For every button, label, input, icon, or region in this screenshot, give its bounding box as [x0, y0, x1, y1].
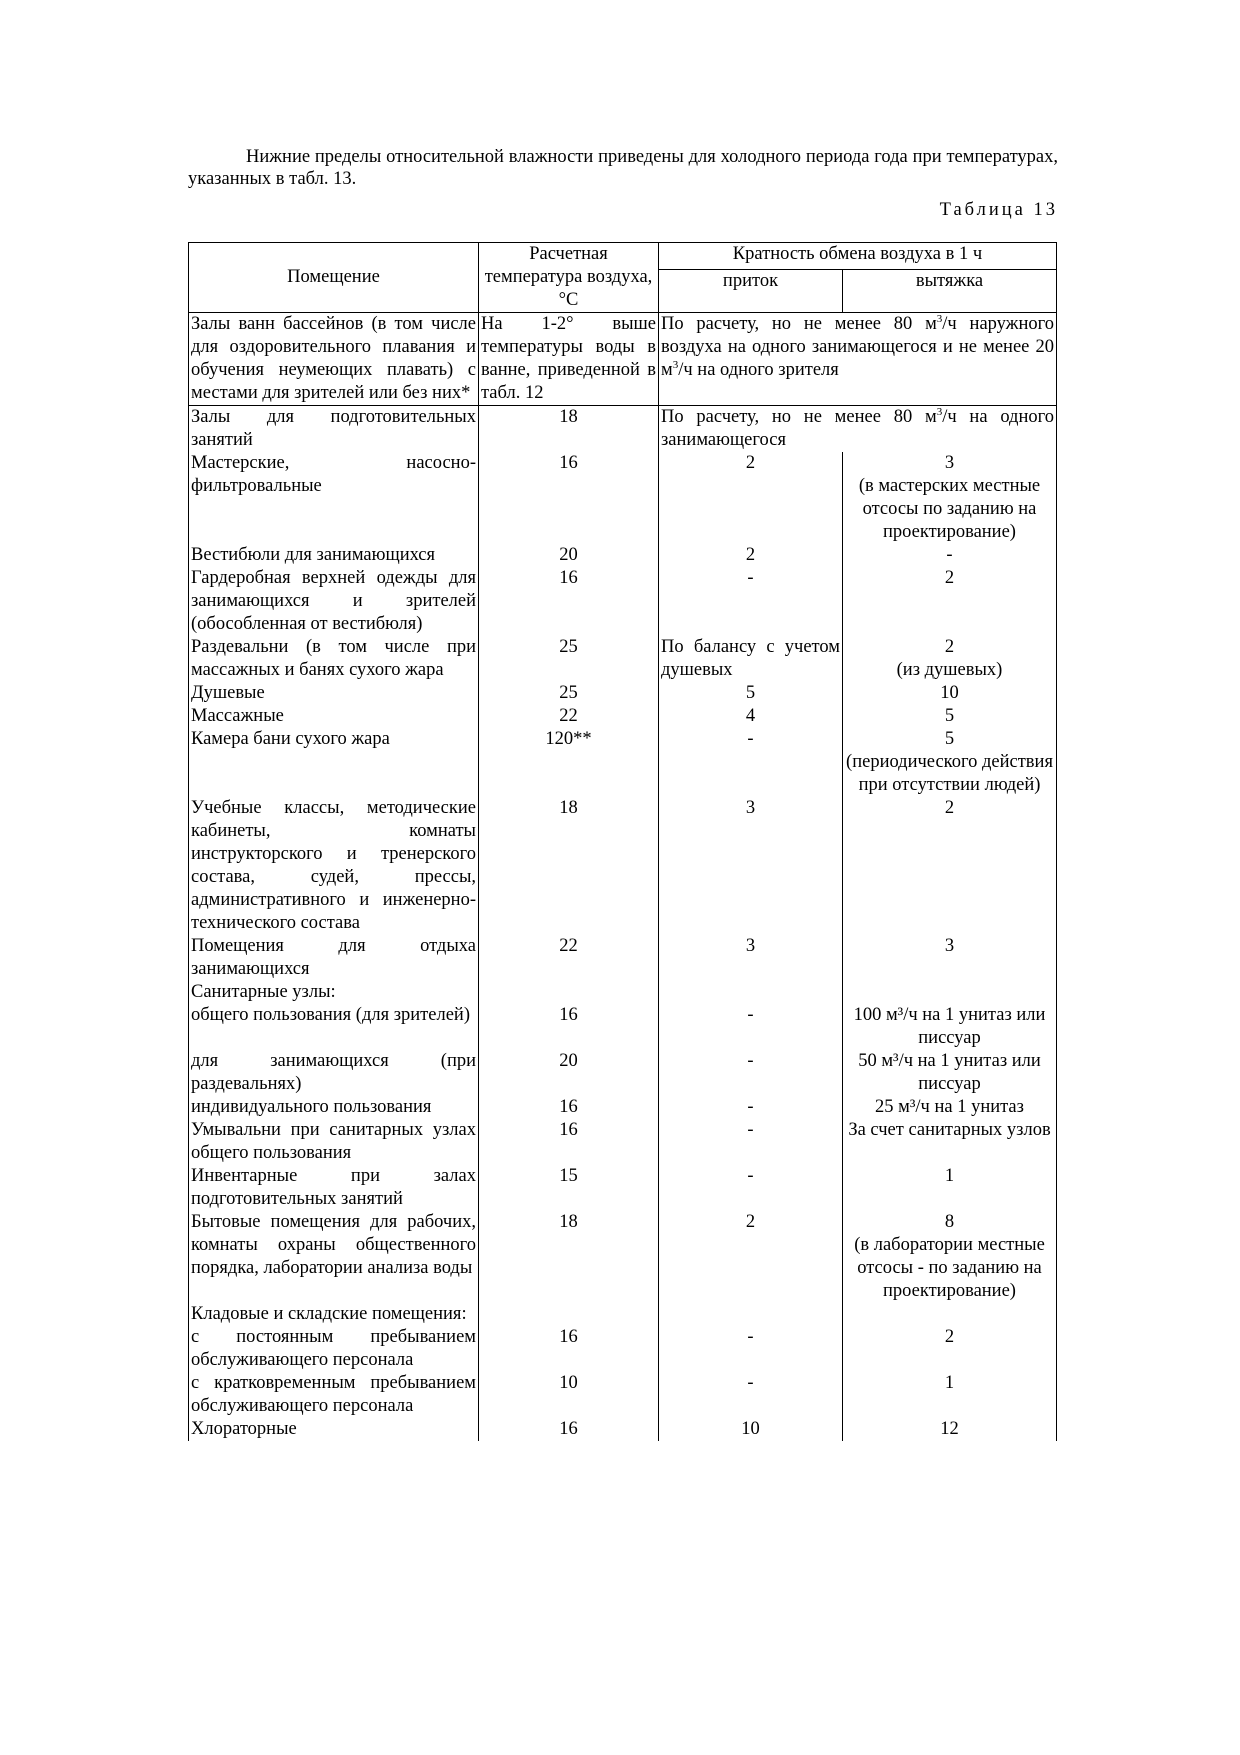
header-room: Помещение: [189, 243, 479, 313]
cell-room: Кладовые и складские помещения:: [189, 1303, 479, 1326]
cell-room: Мастерские, насосно-фильтровальные: [189, 452, 479, 544]
cell-exhaust: 2 (из душевых): [843, 636, 1057, 682]
header-inflow: приток: [659, 270, 843, 313]
table-row: [189, 1165, 1057, 1211]
cell-temp: 18: [479, 797, 659, 935]
cell-inflow: 4: [659, 705, 843, 728]
cell-inflow: -: [659, 1326, 843, 1372]
cell-exhaust: 5 (периодического действия при отсутствии людей): [843, 728, 1057, 797]
cell-room: Умывальни при санитарных узлах общего пользования: [189, 1119, 479, 1165]
cell-room: индивидуального пользования: [189, 1096, 479, 1119]
cell-room: Помещения для отдыха занимающихся: [189, 935, 479, 981]
cell-exhaust: 3 (в мастерских местные отсосы по заданию на проектирование): [843, 452, 1057, 544]
table-row: [189, 1096, 1057, 1119]
header-rate: Кратность обмена воздуха в 1 ч: [659, 243, 1057, 270]
cell-inflow: 10: [659, 1418, 843, 1441]
cell-exhaust: -: [843, 544, 1057, 567]
cell-temp: На 1-2° выше температуры воды в ванне, приведенной в табл. 12: [479, 313, 659, 406]
cell-temp: 25: [479, 636, 659, 682]
table-row: [189, 1303, 1057, 1326]
cell-inflow: 2: [659, 1211, 843, 1303]
cell-inflow: -: [659, 1050, 843, 1096]
cell-inflow: -: [659, 1372, 843, 1418]
cell-temp: 22: [479, 705, 659, 728]
table-row: [189, 1004, 1057, 1050]
cell-rate: По расчету, но не менее 80 $м^3/ч$ на одного занимающегося: [659, 406, 1057, 453]
cell-room: Камера бани сухого жара: [189, 728, 479, 797]
cell-temp: 16: [479, 567, 659, 636]
cell-inflow: -: [659, 567, 843, 636]
table-row: [189, 636, 1057, 682]
table-row: [189, 1211, 1057, 1303]
cell-room: Бытовые помещения для рабочих, комнаты охраны общественного порядка, лаборатории анализа воды: [189, 1211, 479, 1303]
cell-exhaust: За счет санитарных узлов: [843, 1119, 1057, 1165]
cell-exhaust: [843, 981, 1057, 1004]
cell-inflow: -: [659, 1165, 843, 1211]
cell-room: Вестибюли для занимающихся: [189, 544, 479, 567]
cell-temp: 18: [479, 1211, 659, 1303]
cell-inflow: -: [659, 1119, 843, 1165]
cell-room: Инвентарные при залах подготовительных занятий: [189, 1165, 479, 1211]
cell-inflow: [659, 981, 843, 1004]
cell-temp: 16: [479, 1326, 659, 1372]
cell-room: Гардеробная верхней одежды для занимающихся и зрителей (обособленная от вестибюля): [189, 567, 479, 636]
cell-room: Массажные: [189, 705, 479, 728]
table-row-pool: [189, 313, 1057, 406]
table-row: [189, 935, 1057, 981]
cell-temp: 16: [479, 1418, 659, 1441]
table-row: [189, 1418, 1057, 1441]
cell-inflow: -: [659, 1096, 843, 1119]
cell-temp: 120**: [479, 728, 659, 797]
cell-room: Душевые: [189, 682, 479, 705]
cell-room: для занимающихся (при раздевальнях): [189, 1050, 479, 1096]
cell-exhaust: 10: [843, 682, 1057, 705]
cell-exhaust: 2: [843, 797, 1057, 935]
cell-temp: 22: [479, 935, 659, 981]
cell-room: общего пользования (для зрителей): [189, 1004, 479, 1050]
cell-rate: По расчету, но не менее 80 $м^3/ч$ наружного воздуха на одного занимающегося и не менее 20 $м^3/ч$ на одного зрителя: [659, 313, 1057, 406]
cell-temp: 15: [479, 1165, 659, 1211]
table-caption: Таблица 13: [939, 200, 1058, 220]
cell-temp: 16: [479, 1096, 659, 1119]
cell-inflow: 3: [659, 797, 843, 935]
cell-temp: 25: [479, 682, 659, 705]
cell-exhaust: 1: [843, 1165, 1057, 1211]
cell-inflow: 3: [659, 935, 843, 981]
cell-room: Санитарные узлы:: [189, 981, 479, 1004]
header-temp: Расчетная температура воздуха, °С: [479, 243, 659, 313]
cell-room: с кратковременным пребыванием обслуживающего персонала: [189, 1372, 479, 1418]
table-row: [189, 452, 1057, 544]
cell-room: Хлораторные: [189, 1418, 479, 1441]
table-row: [189, 728, 1057, 797]
table-row: [189, 544, 1057, 567]
cell-inflow: -: [659, 728, 843, 797]
table-row: [189, 1050, 1057, 1096]
table-row: [189, 1326, 1057, 1372]
cell-inflow: 2: [659, 452, 843, 544]
table-row: [189, 705, 1057, 728]
cell-room: Залы ванн бассейнов (в том числе для оздоровительного плавания и обучения неумеющих плавать) с местами для зрителей или без них*: [189, 313, 479, 406]
cell-temp: 16: [479, 452, 659, 544]
cell-temp: 10: [479, 1372, 659, 1418]
cell-temp: [479, 981, 659, 1004]
cell-inflow: По балансу с учетом душевых: [659, 636, 843, 682]
cell-exhaust: 1: [843, 1372, 1057, 1418]
cell-temp: 16: [479, 1119, 659, 1165]
cell-exhaust: 25 м³/ч на 1 унитаз: [843, 1096, 1057, 1119]
cell-inflow: -: [659, 1004, 843, 1050]
cell-exhaust: 2: [843, 1326, 1057, 1372]
cell-room: Учебные классы, методические кабинеты, комнаты инструкторского и тренерского состава, судей, прессы, административного и инженерно-технического состава: [189, 797, 479, 935]
cell-exhaust: 50 м³/ч на 1 унитаз или писсуар: [843, 1050, 1057, 1096]
cell-temp: [479, 1303, 659, 1326]
intro-paragraph: Нижние пределы относительной влажности приведены для холодного периода года при температурах, указанных в табл. 13.: [188, 147, 1058, 189]
ventilation-table: [188, 242, 1057, 1441]
table-row: [189, 682, 1057, 705]
table-row: [189, 981, 1057, 1004]
cell-inflow: [659, 1303, 843, 1326]
cell-exhaust: 2: [843, 567, 1057, 636]
cell-temp: 16: [479, 1004, 659, 1050]
cell-exhaust: 5: [843, 705, 1057, 728]
cell-room: Раздевальни (в том числе при массажных и банях сухого жара: [189, 636, 479, 682]
table-row-prep: [189, 406, 1057, 453]
table-row: [189, 1119, 1057, 1165]
cell-temp: 18: [479, 406, 659, 453]
table-row: [189, 797, 1057, 935]
cell-temp: 20: [479, 1050, 659, 1096]
cell-room: с постоянным пребыванием обслуживающего персонала: [189, 1326, 479, 1372]
document-page: [188, 146, 1058, 1439]
table-row: [189, 567, 1057, 636]
cell-inflow: 2: [659, 544, 843, 567]
header-exhaust: вытяжка: [843, 270, 1057, 313]
cell-exhaust: [843, 1303, 1057, 1326]
cell-exhaust: 100 м³/ч на 1 унитаз или писсуар: [843, 1004, 1057, 1050]
cell-temp: 20: [479, 544, 659, 567]
cell-exhaust: 3: [843, 935, 1057, 981]
table-row: [189, 1372, 1057, 1418]
cell-exhaust: 12: [843, 1418, 1057, 1441]
cell-room: Залы для подготовительных занятий: [189, 406, 479, 453]
cell-inflow: 5: [659, 682, 843, 705]
cell-exhaust: 8 (в лаборатории местные отсосы - по заданию на проектирование): [843, 1211, 1057, 1303]
